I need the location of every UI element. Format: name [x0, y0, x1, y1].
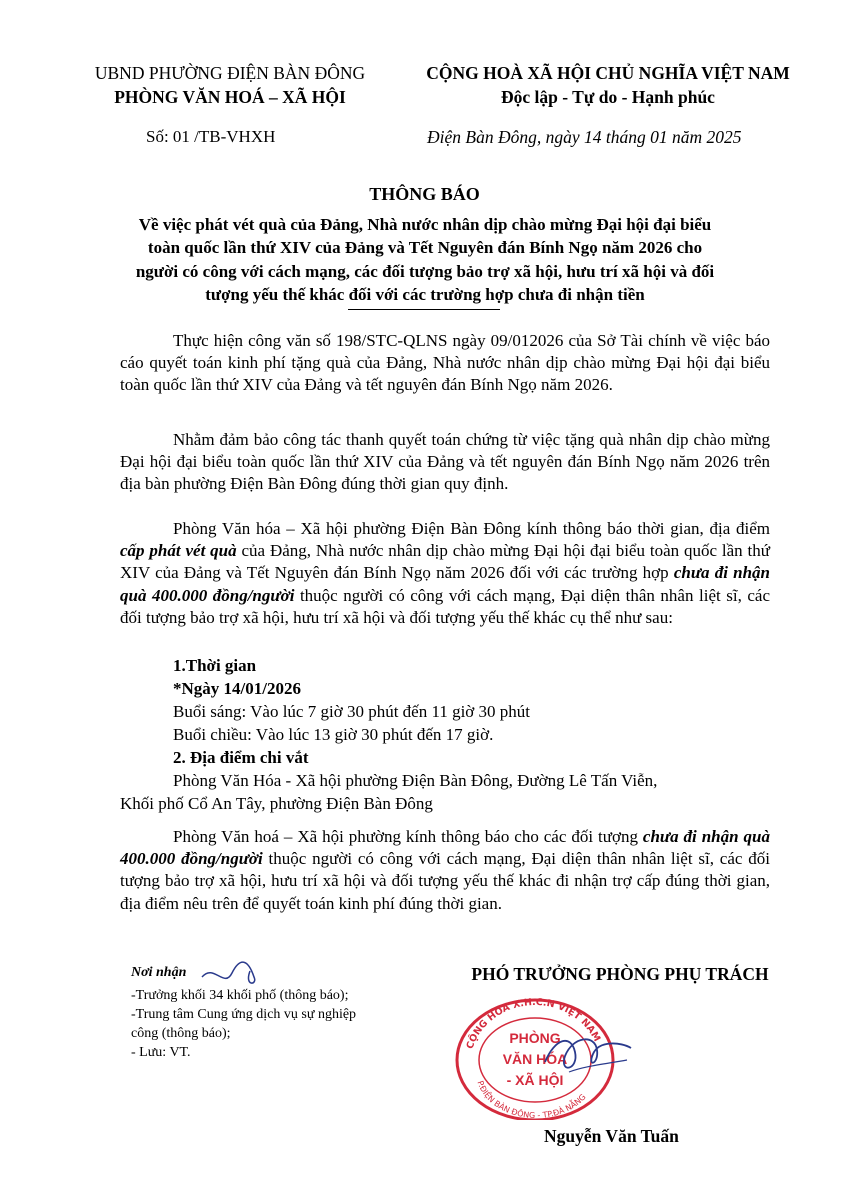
- signature: [535, 1018, 645, 1088]
- date-line: *Ngày 14/01/2026: [173, 679, 301, 698]
- recipient-item: -Trung tâm Cung ứng dịch vụ sự nghiệp: [131, 1007, 357, 1022]
- recipient-item: -Trưởng khối 34 khối phố (thông báo);: [131, 988, 349, 1003]
- recipients-label: Nơi nhận: [131, 965, 187, 980]
- nation-motto-line1: CỘNG HOÀ XÃ HỘI CHỦ NGHĨA VIỆT NAM: [426, 63, 790, 83]
- morning-schedule: Buổi sáng: Vào lúc 7 giờ 30 phút đến 11 giờ 30 phút: [173, 702, 531, 721]
- place-date: Điện Bàn Đông, ngày 14 tháng 01 năm 2025: [427, 127, 742, 147]
- document-title: THÔNG BÁO: [369, 184, 480, 204]
- paragraph-3-text: của Đảng, Nhà nước nhân dịp chào mừng Đại hội đại biểu toàn quốc lần thứ XIV của Đảng và Tết Nguyên đán Bính Ngọ năm 2026 đối với các trường hợp: [120, 541, 770, 583]
- recipients-list: [131, 986, 356, 1062]
- subject-line: Về việc phát vét quà của Đảng, Nhà nước nhân dịp chào mừng Đại hội đại biểu: [138, 215, 712, 234]
- org-name-line2: PHÒNG VĂN HOÁ – XÃ HỘI: [114, 87, 346, 107]
- paragraph-2: Nhằm đảm bảo công tác thanh quyết toán chứng từ việc tặng quà nhân dịp chào mừng Đại hội đại biểu toàn quốc lần thứ XIV của Đảng và tết nguyên đán Bính Ngọ năm 2026 trên địa bàn phường Điện Bàn Đông đúng thời gian quy định.: [120, 430, 770, 494]
- location-line-1: Phòng Văn Hóa - Xã hội phường Điện Bàn Đông, Đường Lê Tấn Viễn,: [173, 771, 658, 790]
- subject-line: người có công với cách mạng, các đối tượng bảo trợ xã hội, hưu trí xã hội và đối: [135, 261, 715, 281]
- org-header: [75, 61, 385, 109]
- afternoon-schedule: Buổi chiều: Vào lúc 13 giờ 30 phút đến 17 giờ.: [173, 725, 494, 744]
- location-line-2: Khối phố Cổ An Tây, phường Điện Bàn Đông: [120, 794, 433, 813]
- paragraph-3: [120, 518, 770, 629]
- paragraph-4-emphasis: chưa đi nhận quà 400.000 đồng/người: [120, 827, 770, 869]
- paragraph-4: [120, 826, 770, 915]
- paragraph-3-emphasis: chưa đi nhận quà 400.000 đồng/người: [120, 563, 770, 605]
- signer-title: PHÓ TRƯỞNG PHÒNG PHỤ TRÁCH: [471, 964, 769, 984]
- stamp-center-line2: VĂN HÓA: [502, 1051, 568, 1067]
- paragraph-3-text: thuộc người có công với cách mạng, Đại diện thân nhân liệt sĩ, các đối tượng bảo trợ xã hội, hưu trí xã hội và đối tượng yếu thế khác cụ thể như sau:: [120, 585, 770, 627]
- document-number: Số: 01 /TB-VHXH: [146, 127, 276, 146]
- paragraph-4-text: Phòng Văn hoá – Xã hội phường kính thông báo cho các đối tượng: [173, 827, 643, 846]
- subject-line: toàn quốc lần thứ XIV của Đảng và Tết Nguyên đán Bính Ngọ năm 2026 cho: [147, 238, 703, 258]
- paragraph-3-emphasis: cấp phát vét quà: [120, 541, 237, 561]
- stamp-center-line1: PHÒNG: [509, 1030, 561, 1046]
- national-header: [398, 61, 818, 109]
- section-1-title: 1.Thời gian: [173, 656, 257, 675]
- stamp-center-line3: - XÃ HỘI: [506, 1072, 564, 1088]
- org-name-line1: UBND PHƯỜNG ĐIỆN BÀN ĐÔNG: [94, 63, 366, 83]
- recipient-item: công (thông báo);: [131, 1026, 231, 1041]
- subject-line: tượng yếu thế khác đối với các trường hợp chưa đi nhận tiền: [205, 284, 645, 304]
- paragraph-4-text: thuộc người có công với cách mạng, Đại diện thân nhân liệt sĩ, các đối tượng bảo trợ xã hội, hưu trí xã hội và đối tượng yếu thế khác đi nhận trợ cấp đúng thời gian, địa điểm nêu trên để quyết toán kinh phí đúng thời gian.: [120, 849, 770, 913]
- section-2-title: 2. Địa điểm chi vắt: [173, 748, 309, 767]
- initials-scribble: [198, 955, 268, 995]
- paragraph-1: Thực hiện công văn số 198/STC-QLNS ngày 09/012026 của Sở Tài chính về việc báo cáo quyết toán kinh phí tặng quà của Đảng, Nhà nước nhân dịp chào mừng Đại hội đại biểu toàn quốc lần thứ XIV của Đảng và tết nguyên đán Bính Ngọ năm 2026.: [120, 331, 770, 395]
- stamp-ring-bottom: P.ĐIỆN BÀN ĐÔNG - TP.ĐÀ NẴNG: [475, 1079, 588, 1120]
- paragraph-3-text: Phòng Văn hóa – Xã hội phường Điện Bàn Đông kính thông báo thời gian, địa điểm: [173, 519, 770, 538]
- stamp-ring-text: CỘNG HÒA X.H.C.N VIỆT NAM: [464, 996, 603, 1051]
- recipient-item: - Lưu: VT.: [131, 1045, 191, 1060]
- nation-motto-line2: Độc lập - Tự do - Hạnh phúc: [501, 87, 715, 107]
- signer-name: Nguyễn Văn Tuấn: [544, 1126, 679, 1146]
- document-subject: [60, 213, 790, 306]
- title-underline: [348, 309, 500, 310]
